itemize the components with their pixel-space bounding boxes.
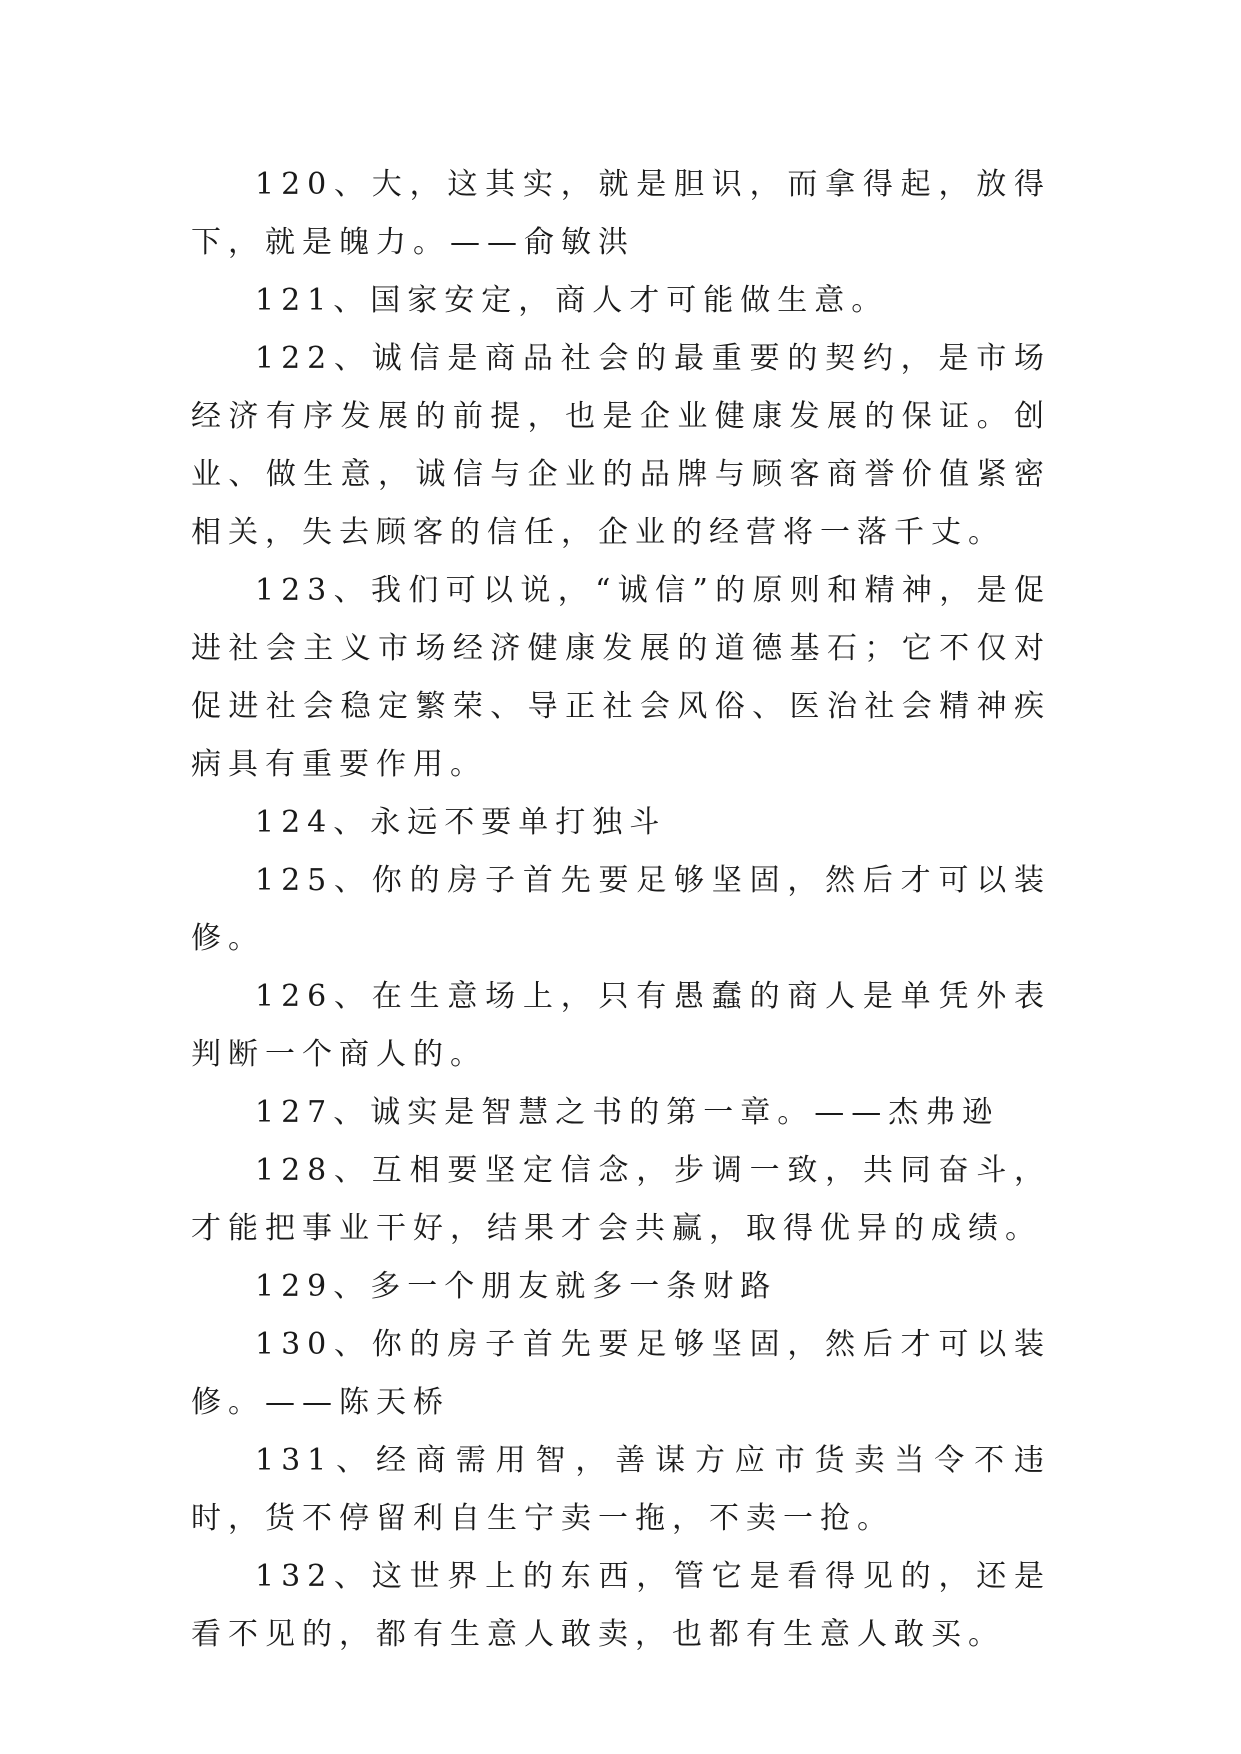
paragraph-132: 132、这世界上的东西，管它是看得见的，还是看不见的，都有生意人敢卖，也都有生意人敢买。 [191,1559,1051,1652]
paragraph-120: 120、大，这其实，就是胆识，而拿得起，放得下，就是魄力。——俞敏洪 [191,167,1051,260]
paragraph-122: 122、诚信是商品社会的最重要的契约，是市场经济有序发展的前提，也是企业健康发展的保证。创业、做生意，诚信与企业的品牌与顾客商誉价值紧密相关，失去顾客的信任，企业的经营将一落千丈。 [191,341,1051,550]
paragraph-123: 123、我们可以说，“诚信”的原则和精神，是促进社会主义市场经济健康发展的道德基石；它不仅对促进社会稳定繁荣、导正社会风俗、医治社会精神疾病具有重要作用。 [191,573,1051,782]
paragraph-127: 127、诚实是智慧之书的第一章。——杰弗逊 [255,1095,1000,1130]
paragraph-129: 129、多一个朋友就多一条财路 [255,1269,778,1304]
document-body [191,156,1051,1664]
paragraph-125: 125、你的房子首先要足够坚固，然后才可以装修。 [191,863,1051,956]
paragraph-131: 131、经商需用智，善谋方应市货卖当令不违时，货不停留利自生宁卖一拖，不卖一抢。 [191,1443,1051,1536]
paragraph-128: 128、互相要坚定信念，步调一致，共同奋斗，才能把事业干好，结果才会共赢，取得优异的成绩。 [191,1153,1051,1246]
paragraph-121: 121、国家安定，商人才可能做生意。 [255,283,889,318]
paragraph-124: 124、永远不要单打独斗 [255,805,667,840]
paragraph-126: 126、在生意场上，只有愚蠢的商人是单凭外表判断一个商人的。 [191,979,1051,1072]
paragraph-130: 130、你的房子首先要足够坚固，然后才可以装修。——陈天桥 [191,1327,1051,1420]
